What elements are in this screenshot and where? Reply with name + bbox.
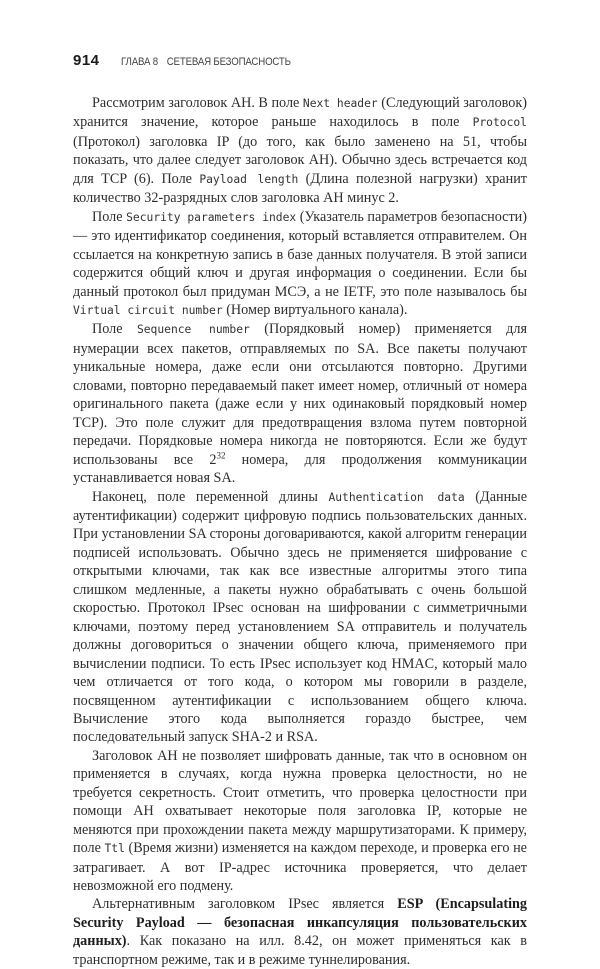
text-span: (Указатель параметров безопасности) — это идентификатор соединения, который вставляется отправителем. Он ссылается на конкретную запись в базе данных получателя. В этой записи содержится общий ключ и другая информация о соединении. Если бы данный протокол был придуман МСЭ, а не IETF, это поле называлось бы (73, 208, 527, 300)
code-field-name: Authentication data (328, 490, 465, 504)
text-span: Рассмотрим заголовок АН. В поле (92, 95, 303, 111)
page-number: 914 (73, 52, 100, 69)
chapter-label: ГЛАВА 8 (121, 56, 158, 68)
text-span: (Данные аутентификации) содержит цифровую подпись пользовательских данных. При установлении SA стороны договариваются, какой алгоритм генерации подписей использовать. Обычно здесь не применяется шифрование с открытыми ключами, так как все известные алгоритмы этого типа слишком медленные, а пакеты нужно обрабатывать с очень большой скоростью. Протокол IPsec основан на шифровании с симметричными ключами, поэтому перед установлением SA отправитель и получатель должны договориться о значении общего ключа, применяемого при вычислении подписи. То есть IPsec использует код HMAC, который мало чем отличается от того кода, о котором мы говорили в разделе, посвященном аутентификации с использованием общего ключа. Вычисление этого кода выполняется гораздо быстрее, чем последовательный запуск SHA-2 и RSA. (73, 488, 528, 746)
text-span: (Следующий заголовок) хранится значение, которое раньше находилось в поле (73, 95, 527, 131)
text-span: (Протокол) заголовка IP (до того, как было заменено на 51, чтобы показать, что далее следует заголовок АН). Обычно здесь встречается код для TCP (6). Поле (73, 133, 527, 187)
code-field-name: Ttl (104, 842, 125, 856)
chapter-title: СЕТЕВАЯ БЕЗОПАСНОСТЬ (166, 56, 291, 68)
paragraph-authentication-data (73, 488, 527, 747)
chapter-heading (121, 56, 291, 68)
text-span: Заголовок АН не позволяет шифровать данные, так что в основном он применяется в случаях, когда нужна проверка целостности, но не требуется секретность. Стоит отметить, что проверка целостности при помощи АН охватывает некоторые поля заголовка IP, которые не меняются при прохождении пакета между маршрутизаторами. К примеру, поле (73, 747, 527, 857)
code-field-name: Security parameters index (126, 210, 297, 224)
code-field-name: Sequence number (136, 323, 250, 337)
text-span: Поле (92, 208, 127, 225)
text-span: . Как показано на илл. 8.42, он может применяться как в транспортном режиме, так и в режиме туннелирования. (73, 933, 527, 968)
code-field-name: Virtual circuit number (73, 303, 223, 317)
paragraph-esp (73, 895, 527, 969)
paragraph-spi (73, 208, 527, 321)
text-span: Альтернативным заголовком IPsec является (92, 896, 398, 913)
running-header (73, 52, 314, 72)
text-span: (Номер виртуального канала). (222, 301, 408, 318)
text-span: Наконец, поле переменной длины (92, 488, 329, 505)
code-field-name: Protocol (472, 116, 527, 130)
text-span: номера, для продолжения коммуникации устанавливается новая SA. (73, 451, 527, 487)
text-span: (Порядковый номер) применяется для нумерации всех пакетов, отправляемых по SA. Все пакеты получают уникальные номера, даже если они отсылаются повторно. Другими словами, повторно передаваемый пакет имеет номер, отличный от номера оригинального пакета (даже если у них одинаковый порядковый номер TCP). Это поле служит для предотвращения взлома путем повторной передачи. Порядковые номера никогда не повторяются. Если же будут использованы все 2 (73, 321, 527, 468)
code-field-name: Next header (302, 97, 378, 110)
text-span: (Время жизни) изменяется на каждом переходе, и проверка его не затрагивает. А вот IP-адрес источника проверяется, что делает невозможной его подмену. (73, 840, 527, 895)
paragraph-ah-integrity (73, 747, 527, 896)
superscript-exponent: 32 (216, 449, 226, 460)
text-span: (Длина полезной нагрузки) хранит количество 32-разрядных слов заголовка АН минус 2. (73, 170, 527, 207)
page-body (73, 94, 527, 969)
paragraph-sequence-number (73, 320, 527, 487)
paragraph-ah-next-header (73, 94, 527, 208)
text-span: Поле (92, 321, 137, 338)
bold-term: ESP (Encapsulating Security Payload — безопасная инкапсуляция пользовательских данных) (73, 896, 527, 950)
code-field-name: Payload length (199, 172, 299, 186)
